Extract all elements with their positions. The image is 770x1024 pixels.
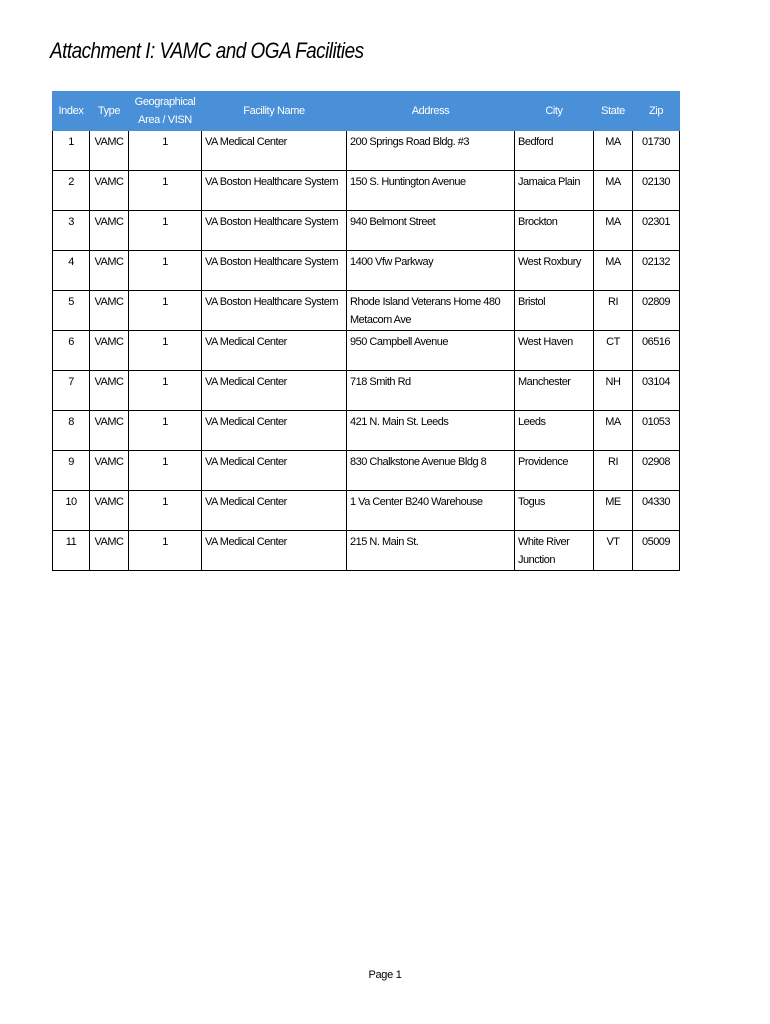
header-city: City bbox=[515, 92, 594, 131]
header-facility-name: Facility Name bbox=[202, 92, 347, 131]
cell-area: 1 bbox=[129, 531, 202, 571]
cell-city: West Roxbury bbox=[515, 251, 594, 291]
cell-index: 2 bbox=[53, 171, 90, 211]
cell-address: 950 Campbell Avenue bbox=[347, 331, 515, 371]
cell-address: 215 N. Main St. bbox=[347, 531, 515, 571]
header-type: Type bbox=[90, 92, 129, 131]
cell-area: 1 bbox=[129, 171, 202, 211]
page-title: Attachment I: VAMC and OGA Facilities bbox=[50, 38, 364, 63]
facilities-table bbox=[52, 91, 680, 571]
cell-city: Bristol bbox=[515, 291, 594, 331]
cell-zip: 01053 bbox=[633, 411, 680, 451]
cell-state: MA bbox=[594, 171, 633, 211]
cell-state: RI bbox=[594, 451, 633, 491]
cell-city: Togus bbox=[515, 491, 594, 531]
table-row bbox=[53, 371, 680, 411]
cell-facility-name: VA Medical Center bbox=[202, 131, 347, 171]
cell-index: 8 bbox=[53, 411, 90, 451]
header-area-line1: Geographical bbox=[134, 96, 196, 108]
cell-zip: 02130 bbox=[633, 171, 680, 211]
cell-facility-name: VA Boston Healthcare System bbox=[202, 211, 347, 251]
cell-city: West Haven bbox=[515, 331, 594, 371]
header-geographical-area bbox=[129, 92, 202, 131]
cell-area: 1 bbox=[129, 131, 202, 171]
cell-index: 4 bbox=[53, 251, 90, 291]
table-body bbox=[53, 131, 680, 571]
table-row bbox=[53, 331, 680, 371]
table-row bbox=[53, 291, 680, 331]
cell-type: VAMC bbox=[90, 531, 129, 571]
table-header-row bbox=[53, 92, 680, 131]
cell-zip: 02809 bbox=[633, 291, 680, 331]
cell-facility-name: VA Boston Healthcare System bbox=[202, 291, 347, 331]
cell-area: 1 bbox=[129, 331, 202, 371]
cell-facility-name: VA Medical Center bbox=[202, 411, 347, 451]
cell-state: ME bbox=[594, 491, 633, 531]
cell-zip: 02132 bbox=[633, 251, 680, 291]
cell-facility-name: VA Medical Center bbox=[202, 451, 347, 491]
cell-address: 200 Springs Road Bldg. #3 bbox=[347, 131, 515, 171]
table-row bbox=[53, 411, 680, 451]
cell-index: 6 bbox=[53, 331, 90, 371]
table-row bbox=[53, 171, 680, 211]
cell-city: Manchester bbox=[515, 371, 594, 411]
header-address: Address bbox=[347, 92, 515, 131]
cell-zip: 02908 bbox=[633, 451, 680, 491]
cell-type: VAMC bbox=[90, 211, 129, 251]
cell-city: Jamaica Plain bbox=[515, 171, 594, 211]
cell-type: VAMC bbox=[90, 451, 129, 491]
table-row bbox=[53, 531, 680, 571]
cell-index: 9 bbox=[53, 451, 90, 491]
cell-type: VAMC bbox=[90, 331, 129, 371]
cell-city: Brockton bbox=[515, 211, 594, 251]
table-row bbox=[53, 491, 680, 531]
header-state: State bbox=[594, 92, 633, 131]
cell-index: 11 bbox=[53, 531, 90, 571]
cell-zip: 06516 bbox=[633, 331, 680, 371]
cell-area: 1 bbox=[129, 451, 202, 491]
cell-address: 830 Chalkstone Avenue Bldg 8 bbox=[347, 451, 515, 491]
cell-area: 1 bbox=[129, 411, 202, 451]
cell-zip: 03104 bbox=[633, 371, 680, 411]
page-number: Page 1 bbox=[368, 969, 402, 981]
cell-address: 421 N. Main St. Leeds bbox=[347, 411, 515, 451]
cell-index: 1 bbox=[53, 131, 90, 171]
cell-index: 10 bbox=[53, 491, 90, 531]
cell-facility-name: VA Medical Center bbox=[202, 491, 347, 531]
cell-zip: 05009 bbox=[633, 531, 680, 571]
cell-facility-name: VA Medical Center bbox=[202, 331, 347, 371]
cell-facility-name: VA Boston Healthcare System bbox=[202, 171, 347, 211]
cell-zip: 01730 bbox=[633, 131, 680, 171]
cell-state: NH bbox=[594, 371, 633, 411]
cell-address: 150 S. Huntington Avenue bbox=[347, 171, 515, 211]
cell-area: 1 bbox=[129, 291, 202, 331]
cell-address: 1400 Vfw Parkway bbox=[347, 251, 515, 291]
header-index: Index bbox=[53, 92, 90, 131]
cell-city: Providence bbox=[515, 451, 594, 491]
cell-type: VAMC bbox=[90, 131, 129, 171]
cell-state: CT bbox=[594, 331, 633, 371]
cell-zip: 04330 bbox=[633, 491, 680, 531]
table-row bbox=[53, 451, 680, 491]
table-row bbox=[53, 211, 680, 251]
header-zip: Zip bbox=[633, 92, 680, 131]
cell-area: 1 bbox=[129, 491, 202, 531]
cell-city: White River Junction bbox=[515, 531, 594, 571]
cell-type: VAMC bbox=[90, 411, 129, 451]
cell-facility-name: VA Medical Center bbox=[202, 371, 347, 411]
cell-index: 5 bbox=[53, 291, 90, 331]
cell-state: MA bbox=[594, 251, 633, 291]
cell-facility-name: VA Medical Center bbox=[202, 531, 347, 571]
cell-city: Bedford bbox=[515, 131, 594, 171]
cell-area: 1 bbox=[129, 211, 202, 251]
table-row bbox=[53, 251, 680, 291]
cell-index: 7 bbox=[53, 371, 90, 411]
table-row bbox=[53, 131, 680, 171]
cell-zip: 02301 bbox=[633, 211, 680, 251]
cell-type: VAMC bbox=[90, 491, 129, 531]
cell-address: Rhode Island Veterans Home 480 Metacom Ave bbox=[347, 291, 515, 331]
cell-state: MA bbox=[594, 411, 633, 451]
cell-address: 940 Belmont Street bbox=[347, 211, 515, 251]
cell-index: 3 bbox=[53, 211, 90, 251]
cell-type: VAMC bbox=[90, 291, 129, 331]
cell-address: 1 Va Center B240 Warehouse bbox=[347, 491, 515, 531]
cell-type: VAMC bbox=[90, 171, 129, 211]
cell-area: 1 bbox=[129, 371, 202, 411]
cell-address: 718 Smith Rd bbox=[347, 371, 515, 411]
cell-state: RI bbox=[594, 291, 633, 331]
cell-state: MA bbox=[594, 131, 633, 171]
cell-state: VT bbox=[594, 531, 633, 571]
cell-type: VAMC bbox=[90, 371, 129, 411]
cell-city: Leeds bbox=[515, 411, 594, 451]
cell-state: MA bbox=[594, 211, 633, 251]
cell-facility-name: VA Boston Healthcare System bbox=[202, 251, 347, 291]
header-area-line2: Area / VISN bbox=[138, 114, 192, 126]
cell-area: 1 bbox=[129, 251, 202, 291]
cell-type: VAMC bbox=[90, 251, 129, 291]
